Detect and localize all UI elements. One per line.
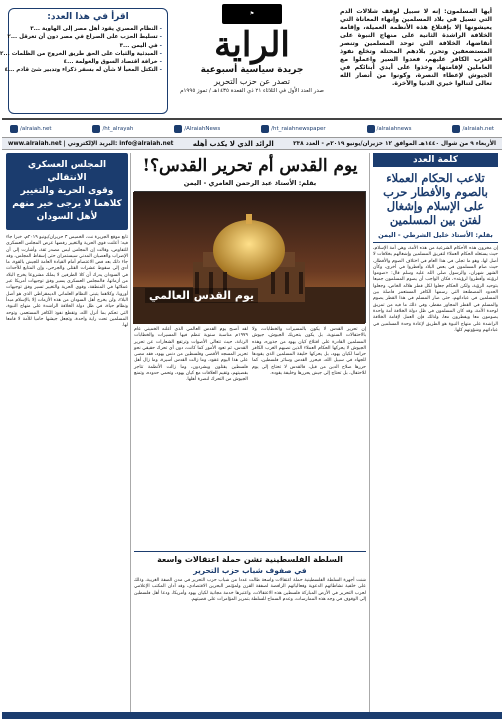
main-body-left: لقد أصبح يوم القدس العالمي الذي أعلنه الخميني عام ١٩٧٩م مناسبة سنوية تنظم فيها المسيرات والخطابات الرنانة، حيث تتعالى الأصوات وترتفع الشعارات عن تحرير القدس، ثم تعود الأمور كما كانت، دون أي تحرك حقيقي نحو تحرير المسجد الأقصى وفلسطين من دنس يهود، فقد مضى على هذا اليوم عقود، وما زالت القدس أسيرة، وما زال أهل فلسطين يقتلون ويشردون، وما زالت الأنظمة تتاجر بقضيتهم، وتقيم العلاقات مع كيان يهود، وتحمي حدوده، وتمنع الجيوش من التحرك لنصرة أهلها. xyxy=(134,327,248,383)
contents-item[interactable]: - في اليمن ...٣ xyxy=(119,42,162,49)
instagram-icon xyxy=(367,125,375,133)
youtube-icon xyxy=(261,125,269,133)
contents-item[interactable]: - خرافة اقتصاد السوق والعولمة ...٤ xyxy=(63,59,162,66)
globe-icon xyxy=(452,125,460,133)
sudan-article-body: تابع موقع الجزيرة نت، الخميس ٣ حزيران/يونيو ٢٠١٩م، خبرا جاء فيه: أعلنت قوى الحرية والتغيير رفضها عرض المجلس العسكري للتفاوض، وقالت إن المجلس ليس مصدر ثقة، وأشارت إلى أن الإضراب والعصيان المدني سيستمران حتى إسقاط المجلس، وقد جاء ذلك بعد فض الاعتصام أمام القيادة العامة للجيش بالقوة، ما أدى إلى سقوط عشرات القتلى والجرحى، وإن المتابع للأحداث في السودان يدرك أن كلا الطرفين لا يملك مشروعا يخرج البلاد من أزماتها، فالمجلس العسكري يسير وفق توجيهات أمريكا عبر عملائها في المنطقة، وقوى الحرية والتغيير تسير وفق توجيهات أوروبا، وكلاهما يتبنى النظام العلماني الديمقراطي الذي هو أصل البلاء، ولن يخرج أهل السودان من هذه الأزمات إلا بالإسلام مبدأ ونظام حياة، في ظل دولة الخلافة الراشدة على منهاج النبوة، التي تحكم بما أنزل الله، وتقطع نفوذ الكافر المستعمر، وتوحد المسلمين تحت راية واحدة، وتجعل جيشها حاميا للأمة لا قامعا لها. xyxy=(6,235,128,329)
website-link[interactable]: /alraiah.net xyxy=(452,125,494,133)
instagram-link[interactable]: /alraiahnews xyxy=(367,125,412,133)
issue-date: الأربعاء ٩ من شوال ١٤٤٠هـ الموافق ١٢ حزيران/يونيو ٢٠١٩م - العدد ٢٣٨ xyxy=(293,140,496,147)
telegram-icon xyxy=(174,125,182,133)
masthead xyxy=(2,0,502,120)
editorial-author: بقلم: الأستاذ خليل الشرطي - اليمن xyxy=(373,231,498,243)
social-links-row xyxy=(2,122,502,136)
main-headline[interactable]: يوم القدس أم تحرير القدس؟! xyxy=(142,156,358,176)
editorial-column xyxy=(373,153,498,713)
editorial-header: كلمة العدد xyxy=(373,153,498,167)
main-body-right: إن تحرير القدس لا يكون بالمسيرات والخطابات، ولا بالاحتفالات السنوية، بل يكون بتحريك الجيوش، جيوش المسلمين القادرة على اقتلاع كيان يهود من جذوره، وهذه الجيوش لا يحركها الحكام العملاء الذين نصبهم الغرب الكافر حراسا لكيان يهود، بل يحركها خليفة المسلمين الذي يقودها للجهاد في سبيل الله، فيحرر القدس وسائر فلسطين، كما حررها صلاح الدين من قبل، فالقدس لا تحتاج إلى يوم للاحتفال، بل تحتاج إلى جيش يحررها وخليفة يقوده. xyxy=(252,327,366,377)
contents-list xyxy=(0,25,162,75)
issue-info-bar xyxy=(2,137,502,150)
photo-caption: يوم القدس العالمي xyxy=(145,288,258,303)
contents-title: اقرأ في هذا العدد: xyxy=(47,12,129,22)
website-email[interactable]: www.alraiah.net | البريد الإلكتروني: info@alraiah.net xyxy=(8,140,174,147)
telegram-link[interactable]: /AlraiahNews xyxy=(174,125,220,133)
newspaper-motto: الرائد الذي لا يكذب أهله xyxy=(192,139,274,148)
main-article-column xyxy=(130,153,370,713)
contents-item[interactable]: - تسليط الحزب على الصراع في مصر دون أن تعرقل ...٢ xyxy=(7,34,162,41)
editorial-body: إن مخزون هذه الأحكام الشرعية من هذه الأمة، وهي أمة الإسلام، حيث يستغله الحكام العملاء لتفريق المسلمين وإشغالهم بخلافات لا أصل لها، وهو ما تجلى في هذا العام في اختلاف الصوم والأفطار، حيث صام المسلمون في بعض البلاد وأفطروا في أخرى، وكأن الشهر شهران، والرسول صلى الله عليه وسلم قال: «صوموا لرؤيته وأفطروا لرؤيته»، فكان الواجب أن يصوم المسلمون جميعا بتوحيد الرؤية، ولكن الحكام جعلوا لكل قطر هلاله الخاص، وجعلوا الحدود المصطنعة التي رسمها الكافر المستعمر فاصلة بين المسلمين في عباداتهم، حتى صار المسلم في هذا القطر يصوم والمسلم في القطر المجاور مفطر، وفي ذلك ما فيه من تمزيق لوحدة الأمة، وقد كان المسلمون في ظل دولة الخلافة أمة واحدة يصومون معا ويفطرون معا، ولذلك فإن العمل لإقامة الخلافة الراشدة على منهاج النبوة هو الطريق لإعادة وحدة المسلمين في عباداتهم وشؤونهم كلها. xyxy=(373,246,498,333)
logo-party: تصدر عن حزب التحرير xyxy=(214,77,290,86)
flag-icon: ⚑ xyxy=(222,4,282,24)
second-article-headline[interactable]: السلطة الفلسطينية تشن حملة اعتقالات واسعة xyxy=(134,551,366,565)
dome-of-the-rock-image xyxy=(133,192,365,324)
youtube-link[interactable]: /ht_raiahnewspaper xyxy=(261,125,326,133)
masthead-intro: أيها المسلمون: إنه لا سبيل لوقف شلالات الدم التي تسيل في بلاد المسلمين وإنهاء المعاناة التي يعيشونها إلا بإقتلاع هذه الأنظمة العميلة، وإقامة الخلافة الراشدة الثانية على منهاج النبوة على أنقاضها، الخلافة التي توحد المسلمين وتنصر المستضعفين وتحرر بلادهم المحتلة وتخلع نفوذ الغرب الكافر عليهم، فعدوا السير واعملوا مع العاملين لإقامتها، وخذوا على أيدي أبنائكم في الجيوش لإعطاء النصرة، وكونوا من أنصار الله تعالى لتنالوا خيري الدنيا والآخرة. xyxy=(340,8,492,87)
twitter-icon xyxy=(92,125,100,133)
sudan-article-headline[interactable]: المجلس العسكري الانتقالي وقوى الحرية والتغيير كلاهما لا يرجى خير منهم لأهل السودان xyxy=(6,153,128,230)
contents-item[interactable]: - التكتل المعبأ لا شأن له بسفر ذكراء وتدبير شئ قادم ...٤ xyxy=(4,67,162,74)
bottom-strip xyxy=(2,712,502,719)
al-aqsa-photo xyxy=(134,191,366,323)
editorial-title[interactable]: تلاعب الحكام العملاء بالصوم والأفطار حرب على الإسلام وإشغال لفتن بين المسلمين xyxy=(383,171,488,227)
contents-item[interactable]: - النظام المصري يقود أهل مصر إلى الهاوية ...٣ xyxy=(30,26,162,32)
twitter-link[interactable]: /ht_alrayah xyxy=(92,125,133,133)
second-article-body: شنت أجهزة السلطة الفلسطينية حملة اعتقالات واسعة طالت عددا من شباب حزب التحرير في مدن الضفة الغربية، وذلك على خلفية نشاطاتهم الدعوية وفعالياتهم الرافضة لصفقة القرن ولمؤتمر البحرين الاقتصادي، وقد أدان المكتب الإعلامي لحزب التحرير في الأرض المباركة فلسطين هذه الاعتقالات، واعتبرها خدمة مجانية لكيان يهود وأمريكا، ودعا أهل فلسطين إلى الوقوف في وجه هذه الممارسات، وعدم السماح للسلطة بتمرير المؤامرات على قضيتهم. xyxy=(134,578,366,602)
facebook-icon xyxy=(10,125,18,133)
sudan-article-column xyxy=(6,153,128,713)
second-article-subheadline: في صفوف شباب حزب التحرير xyxy=(193,566,307,575)
logo-title: الراية xyxy=(214,25,290,65)
logo-subtitle: جريدة سياسية أسبوعية xyxy=(200,65,304,75)
issue-contents-box xyxy=(0,8,168,114)
contents-item[interactable]: - المبدئية والثبات على الحق طريق الخروج من الظلمات ...٢ xyxy=(0,50,162,57)
newspaper-logo xyxy=(172,4,332,116)
main-byline: بقلم: الأستاذ عبد الرحمن العامري - اليمن xyxy=(183,179,317,187)
main-article-body xyxy=(134,327,366,547)
logo-issue-note: صدر العدد الأول في الثلاثاء ٢١ ذي القعدة ١٤٣٥هـ / تموز ١٩٩٥م xyxy=(180,88,324,94)
facebook-link[interactable]: /alraiah.net xyxy=(10,125,52,133)
